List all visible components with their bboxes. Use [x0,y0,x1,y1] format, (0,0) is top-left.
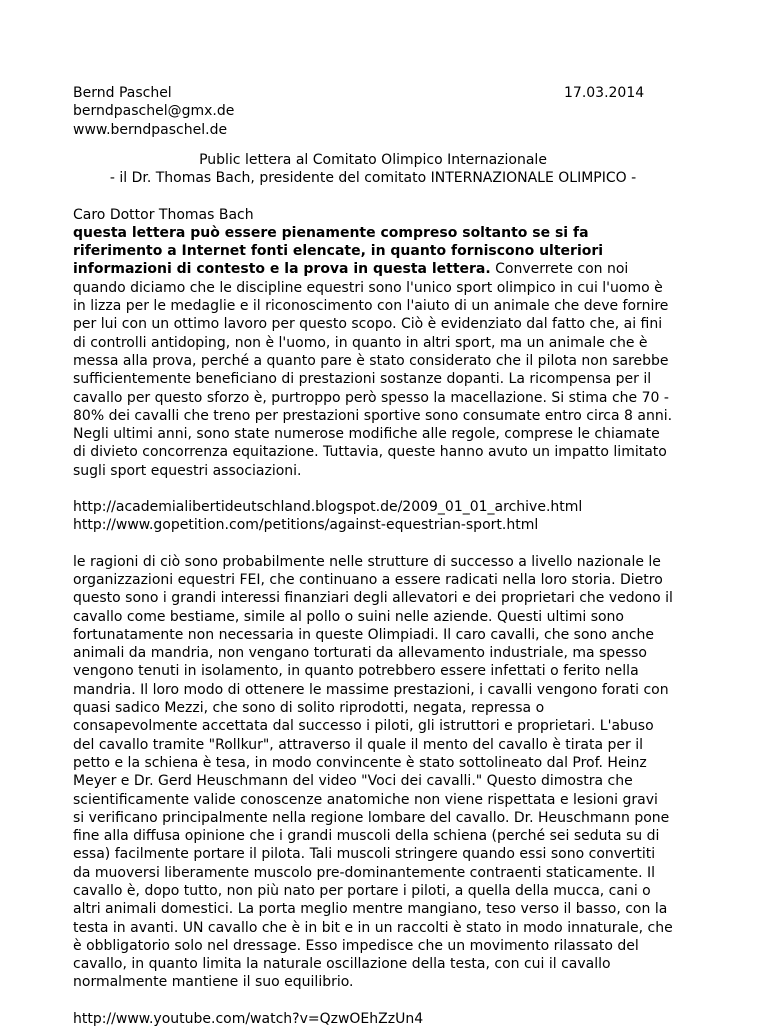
intro-paragraph [73,224,673,480]
reference-links [73,498,673,535]
intro-text: Converrete con noi quando diciamo che le discipline equestri sono l'unico sport olimpico in cui l'uomo è in lizza per le medaglie e il riconoscimento con l'aiuto di un animale che deve fornire per lui con un ottimo lavoro per questo scopo. Ciò è evidenziato dal fatto che, ai fini di controlli antidoping, non è l'uomo, in quanto in altri sport, ma un animale che è messa alla prova, perché a quanto pare è stato considerato che il pilota non sarebbe sufficientemente beneficiano di prestazioni sostanze dopanti. La ricompensa per il cavallo per questo sforzo è, purtroppo però spesso la macellazione. Si stima che 70 - 80% dei cavalli che treno per prestazioni sportive sono consumate entro circa 8 anni. Negli ultimi anni, sono state numerose modifiche alle regole, comprese le chiamate di divieto concorrenza equitazione. Tuttavia, queste hanno avuto un impatto limitato sugli sport equestri associazioni. [73,261,673,479]
salutation: Caro Dottor Thomas Bach [73,206,254,223]
reference-link-1: http://academialibertideutschland.blogspot.de/2009_01_01_archive.html [73,499,583,516]
subject-line-2: - il Dr. Thomas Bach, presidente del comitato INTERNAZIONALE OLIMPICO - [109,170,637,187]
body-paragraph: le ragioni di ciò sono probabilmente nelle strutture di successo a livello nazionale le organizzazioni equestri FEI, che continuano a essere radicati nella loro storia. Dietro questo sono i grandi interessi finanziari degli allevatori e dei proprietari che vedono il cavallo come bestiame, simile al pollo o suini nelle aziende. Questi ultimi sono fortunatamente non necessaria in queste Olimpiadi. Il caro cavalli, che sono anche animali da mandria, non vengano torturati da allevamento industriale, ma spesso vengono tenuti in isolamento, in quanto potrebbero essere infettati o ferito nella mandria. Il loro modo di ottenere le massime prestazioni, i cavalli vengono forati con quasi sadico Mezzi, che sono di solito riprodotti, negata, repressa o consapevolmente accettata dal successo i piloti, gli istruttori e proprietari. L'abuso del cavallo tramite "Rollkur", attraverso il quale il mento del cavallo è tirata per il petto e la schiena è tesa, in modo convincente è stato sottolineato dal Prof. Heinz Meyer e Dr. Gerd Heuschmann del video "Voci dei cavalli." Questo dimostra che scientificamente valide conoscenze anatomiche non viene rispettata e lesioni gravi si verificano principalmente nella regione lombare del cavallo. Dr. Heuschmann pone fine alla diffusa opinione che i grandi muscoli della schiena (perché sei seduta su di essa) facilmente portare il pilota. Tali muscoli stringere quando essi sono convertiti da muoversi liberamente muscolo pre-dominantemente contraenti staticamente. Il cavallo è, dopo tutto, non più nato per portare i piloti, a quella della mucca, cani o altri animali domestici. La porta meglio mentre mangiano, teso verso il basso, con la testa in avanti. UN cavallo che è in bit e in un raccolti è stato in modo innaturale, che è obbligatorio solo nel dressage. Esso impedisce che un movimento rilassato del cavallo, in quanto limita la naturale oscillazione della testa, con cui il cavallo normalmente mantiene il suo equilibrio. [73,553,673,991]
sender-website: www.berndpaschel.de [73,121,228,138]
letter-page [73,84,673,1028]
video-link: http://www.youtube.com/watch?v=QzwOEhZzUn4 [73,1010,424,1027]
intro-bold-text: questa lettera può essere pienamente compreso soltanto se si fa riferimento a Internet fonti elencate, in quanto forniscono ulteriori informazioni di contesto e la prova in questa lettera. [73,224,604,278]
sender-block [73,84,673,139]
sender-email: berndpaschel@gmx.de [73,103,235,120]
letter-subject [73,151,673,188]
letter-date: 17.03.2014 [564,85,645,101]
subject-line-1: Public lettera al Comitato Olimpico Internazionale [199,152,547,168]
sender-name: Bernd Paschel [73,85,172,101]
reference-link-2: http://www.gopetition.com/petitions/against-equestrian-sport.html [73,517,539,534]
